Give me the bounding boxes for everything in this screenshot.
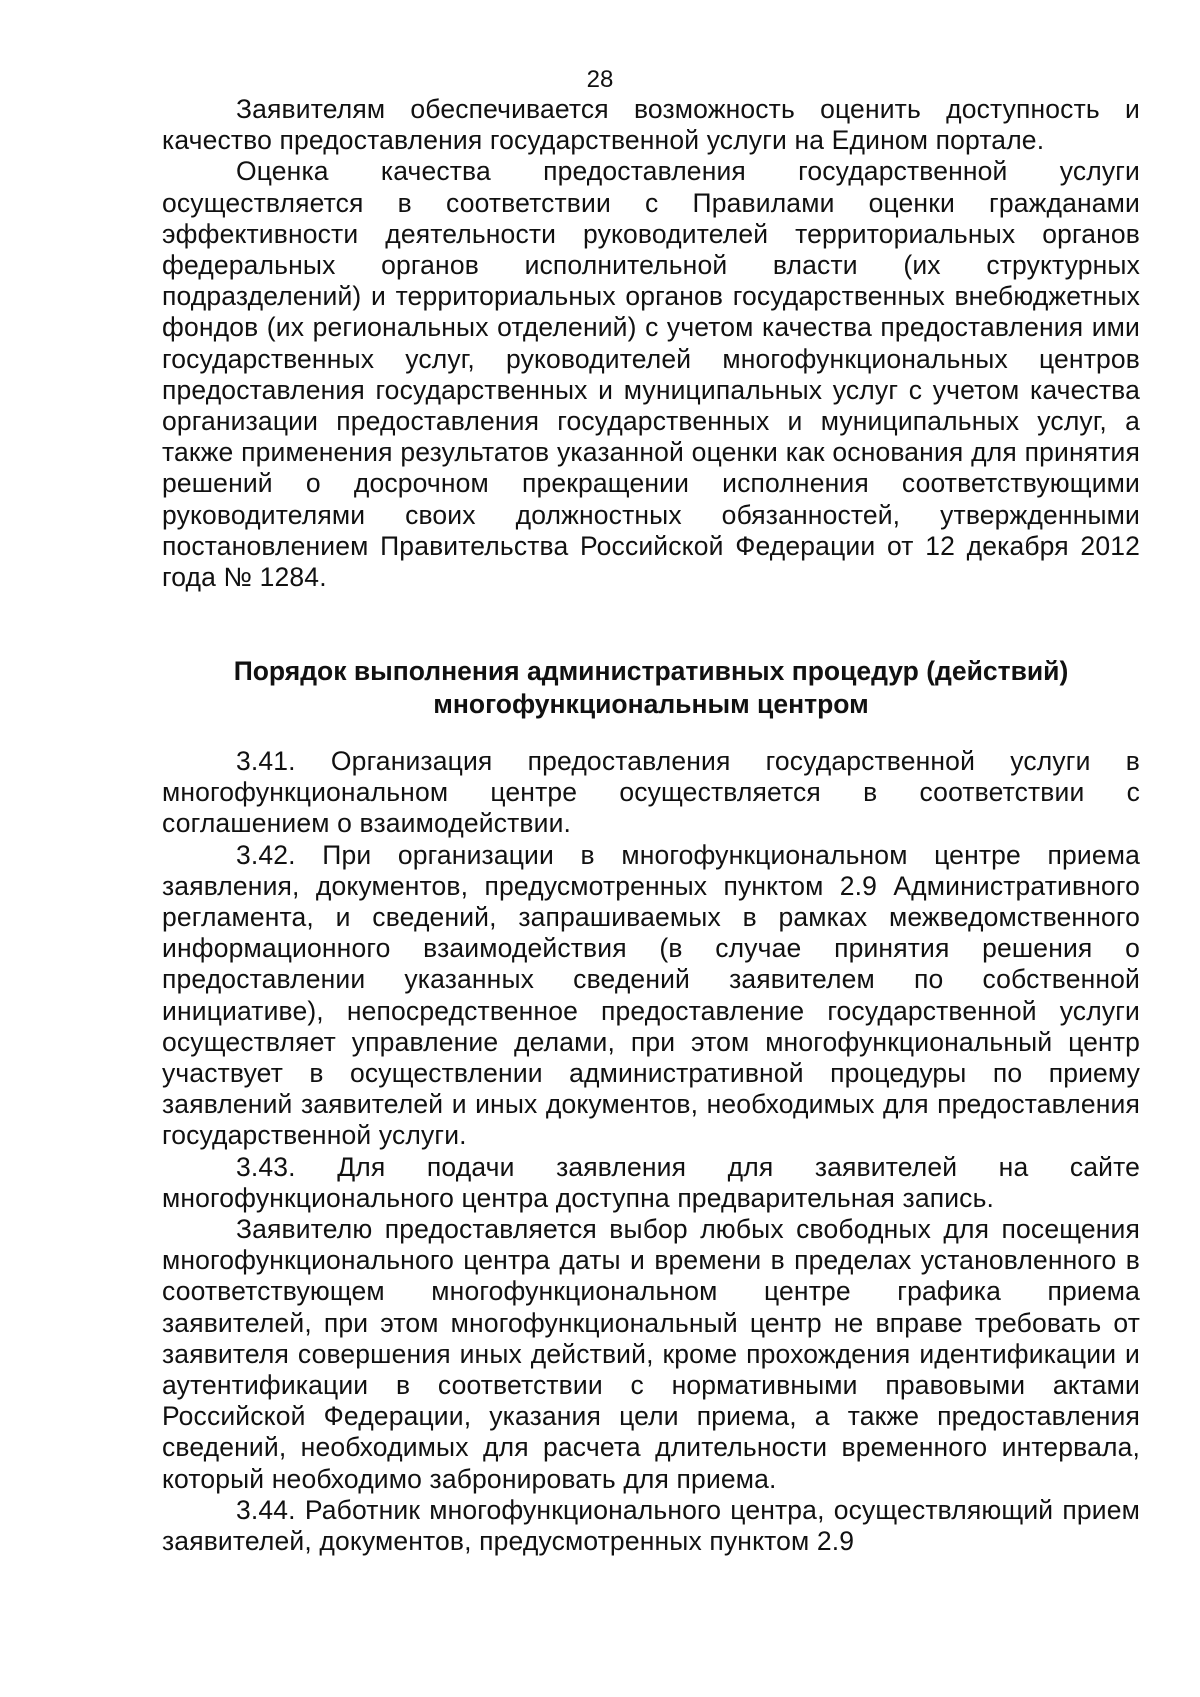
section-heading-line-2: многофункциональным центром bbox=[433, 689, 869, 719]
paragraph-3-41: 3.41. Организация предоставления государственной услуги в многофункциональном центре осуществляется в соответствии с соглашением о взаимодействии. bbox=[162, 746, 1140, 839]
section-heading bbox=[162, 655, 1140, 721]
paragraph-3-42: 3.42. При организации в многофункциональном центре приема заявления, документов, предусмотренных пунктом 2.9 Административного регламента, и сведений, запрашиваемых в рамках межведомственного информационного взаимодействия (в случае принятия решения о предоставлении указанных сведений заявителем по собственной инициативе), непосредственное предоставление государственной услуги осуществляет управление делами, при этом многофункциональный центр участвует в осуществлении административной процедуры по приему заявлений заявителей и иных документов, необходимых для предоставления государственной услуги. bbox=[162, 839, 1140, 1151]
paragraph-appointment-choice: Заявителю предоставляется выбор любых свободных для посещения многофункционального центра даты и времени в пределах установленного в соответствующем многофункциональном центре графика приема заявителей, при этом многофункциональный центр не вправе требовать от заявителя совершения иных действий, кроме прохождения идентификации и аутентификации в соответствии с нормативными правовыми актами Российской Федерации, указания цели приема, а также предоставления сведений, необходимых для расчета длительности временного интервала, который необходимо забронировать для приема. bbox=[162, 1214, 1140, 1494]
text-block-procedures bbox=[162, 746, 1140, 1557]
page-number: 28 bbox=[586, 66, 614, 93]
paragraph-assessment-possibility: Заявителям обеспечивается возможность оценить доступность и качество предоставления государственной услуги на Едином портале. bbox=[162, 94, 1140, 156]
paragraph-3-44: 3.44. Работник многофункционального центра, осуществляющий прием заявителей, документов, предусмотренных пунктом 2.9 bbox=[162, 1494, 1140, 1557]
paragraph-assessment-rules: Оценка качества предоставления государственной услуги осуществляется в соответствии с Правилами оценки гражданами эффективности деятельности руководителей территориальных органов федеральных органов исполнительной власти (их структурных подразделений) и территориальных органов государственных внебюджетных фондов (их региональных отделений) с учетом качества предоставления ими государственных услуг, руководителей многофункциональных центров предоставления государственных и муниципальных услуг с учетом качества организации предоставления государственных и муниципальных услуг, а также применения результатов указанной оценки как основания для принятия решений о досрочном прекращении исполнения соответствующими руководителями своих должностных обязанностей, утвержденными постановлением Правительства Российской Федерации от 12 декабря 2012 года № 1284. bbox=[162, 156, 1140, 593]
paragraph-3-43: 3.43. Для подачи заявления для заявителей на сайте многофункционального центра доступна предварительная запись. bbox=[162, 1151, 1140, 1213]
text-block-assessment bbox=[162, 94, 1140, 593]
section-heading-line-1: Порядок выполнения административных процедур (действий) bbox=[233, 656, 1069, 686]
